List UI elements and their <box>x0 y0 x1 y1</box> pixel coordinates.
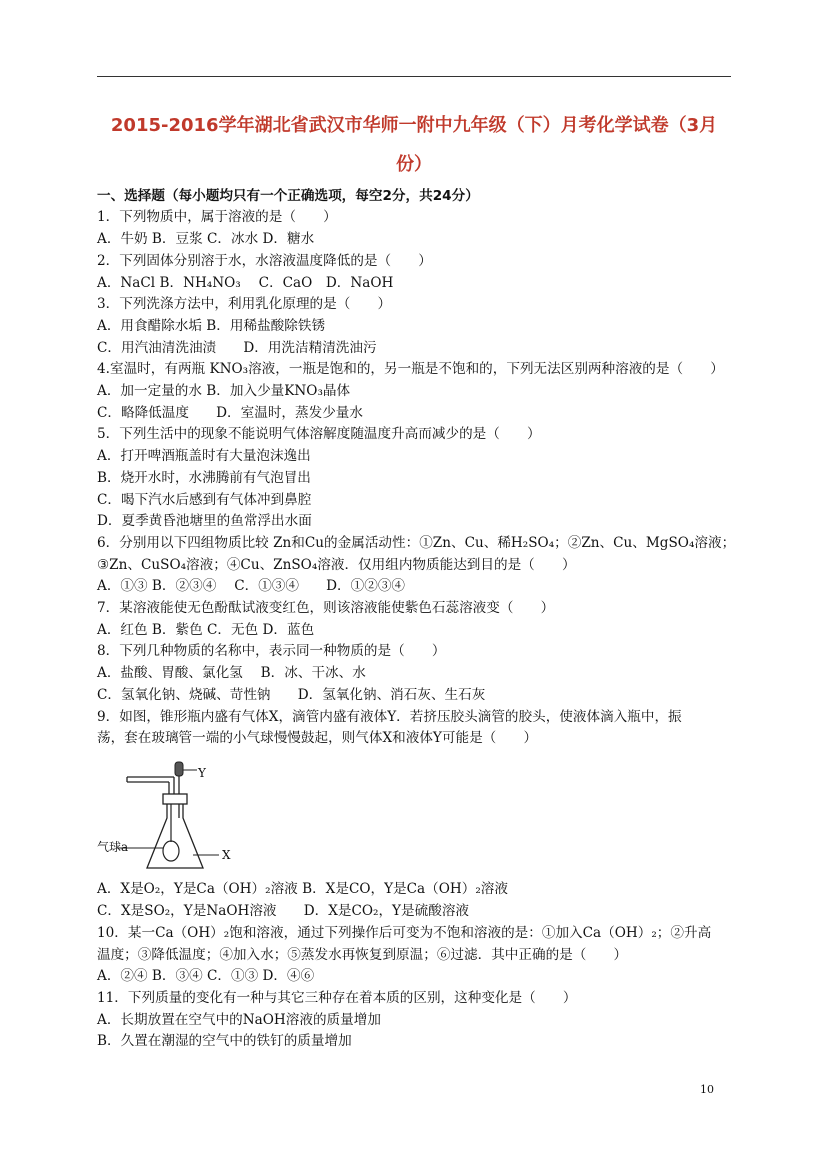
figure-label-balloon: 气球a <box>97 840 129 854</box>
question-line: A．用食醋除水垢 B．用稀盐酸除铁锈 <box>97 318 326 334</box>
question-line: 温度；③降低温度；④加入水；⑤蒸发水再恢复到原温；⑥过滤．其中正确的是（ ） <box>97 947 628 963</box>
question-line: 6．分别用以下四组物质比较 Zn和Cu的金属活动性：①Zn、Cu、稀H₂SO₄；②Zn、Cu、MgSO₄溶液； <box>97 535 736 551</box>
question-line: A．盐酸、胃酸、氯化氢 B．冰、干冰、水 <box>97 665 366 681</box>
question-line: C．略降低温度 D．室温时，蒸发少量水 <box>97 405 363 421</box>
question-line: D．夏季黄昏池塘里的鱼常浮出水面 <box>97 513 312 529</box>
question-line: 1．下列物质中，属于溶液的是（ ） <box>97 209 337 225</box>
question-line: C．喝下汽水后感到有气体冲到鼻腔 <box>97 492 312 508</box>
question-line: 9．如图，锥形瓶内盛有气体X，滴管内盛有液体Y．若挤压胶头滴管的胶头，使液体滴入瓶中，振 <box>97 709 682 725</box>
question-line: C．氢氧化钠、烧碱、苛性钠 D．氢氧化钠、消石灰、生石灰 <box>97 687 486 703</box>
question-line: 3．下列洗涤方法中，利用乳化原理的是（ ） <box>97 296 392 312</box>
question-line: 5．下列生活中的现象不能说明气体溶解度随温度升高而减少的是（ ） <box>97 426 541 442</box>
figure-label-x: X <box>222 848 231 862</box>
question-line: A．红色 B．紫色 C．无色 D．蓝色 <box>97 622 315 638</box>
question-line: A．长期放置在空气中的NaOH溶液的质量增加 <box>97 1012 381 1028</box>
question-line: 7．某溶液能使无色酚酞试液变红色，则该溶液能使紫色石蕊溶液变（ ） <box>97 600 555 616</box>
question-line: B．久置在潮湿的空气中的铁钉的质量增加 <box>97 1033 352 1049</box>
question-line: A．X是O₂，Y是Ca（OH）₂溶液 B．X是CO，Y是Ca（OH）₂溶液 <box>97 881 508 897</box>
question-line: A．②④ B．③④ C．①③ D．④⑥ <box>97 968 315 984</box>
question-line: A．牛奶 B．豆浆 C．冰水 D．糖水 <box>97 231 315 247</box>
question-line: ③Zn、CuSO₄溶液；④Cu、ZnSO₄溶液．仅用组内物质能达到目的是（ ） <box>97 557 576 573</box>
page-title-line1: 2015-2016学年湖北省武汉市华师一附中九年级（下）月考化学试卷（3月 <box>110 115 718 136</box>
question-line: 4.室温时，有两瓶 KNO₃溶液，一瓶是饱和的，另一瓶是不饱和的，下列无法区别两种溶液的是（ ） <box>97 361 724 377</box>
question-line: A．NaCl B．NH₄NO₃ C．CaO D．NaOH <box>97 275 394 291</box>
question-line: C．用汽油清洗油渍 D．用洗洁精清洗油污 <box>97 340 377 356</box>
question-line: 11．下列质量的变化有一种与其它三种存在着本质的区别，这种变化是（ ） <box>97 990 577 1006</box>
figure-label-y: Y <box>198 766 206 780</box>
question-line: C．X是SO₂，Y是NaOH溶液 D．X是CO₂，Y是硫酸溶液 <box>97 903 470 919</box>
question-line: A．①③ B．②③④ C．①③④ D．①②③④ <box>97 578 406 594</box>
question-line: B．烧开水时，水沸腾前有气泡冒出 <box>97 470 311 486</box>
question-line: A．加一定量的水 B．加入少量KNO₃晶体 <box>97 383 351 399</box>
question-line: 荡，套在玻璃管一端的小气球慢慢鼓起，则气体X和液体Y可能是（ ） <box>97 730 538 746</box>
question-line: 2．下列固体分别溶于水，水溶液温度降低的是（ ） <box>97 253 432 269</box>
page-title-line2: 份） <box>396 154 432 175</box>
page-number: 10 <box>700 1083 714 1096</box>
question-line: A．打开啤酒瓶盖时有大量泡沫逸出 <box>97 448 311 464</box>
question-line: 10．某一Ca（OH）₂饱和溶液，通过下列操作后可变为不饱和溶液的是：①加入Ca（OH）₂；②升高 <box>97 925 712 941</box>
header-rule <box>97 76 731 77</box>
section-heading: 一、选择题（每小题均只有一个正确选项，每空2分，共24分） <box>97 188 479 204</box>
question-line: 8．下列几种物质的名称中，表示同一种物质的是（ ） <box>97 643 446 659</box>
